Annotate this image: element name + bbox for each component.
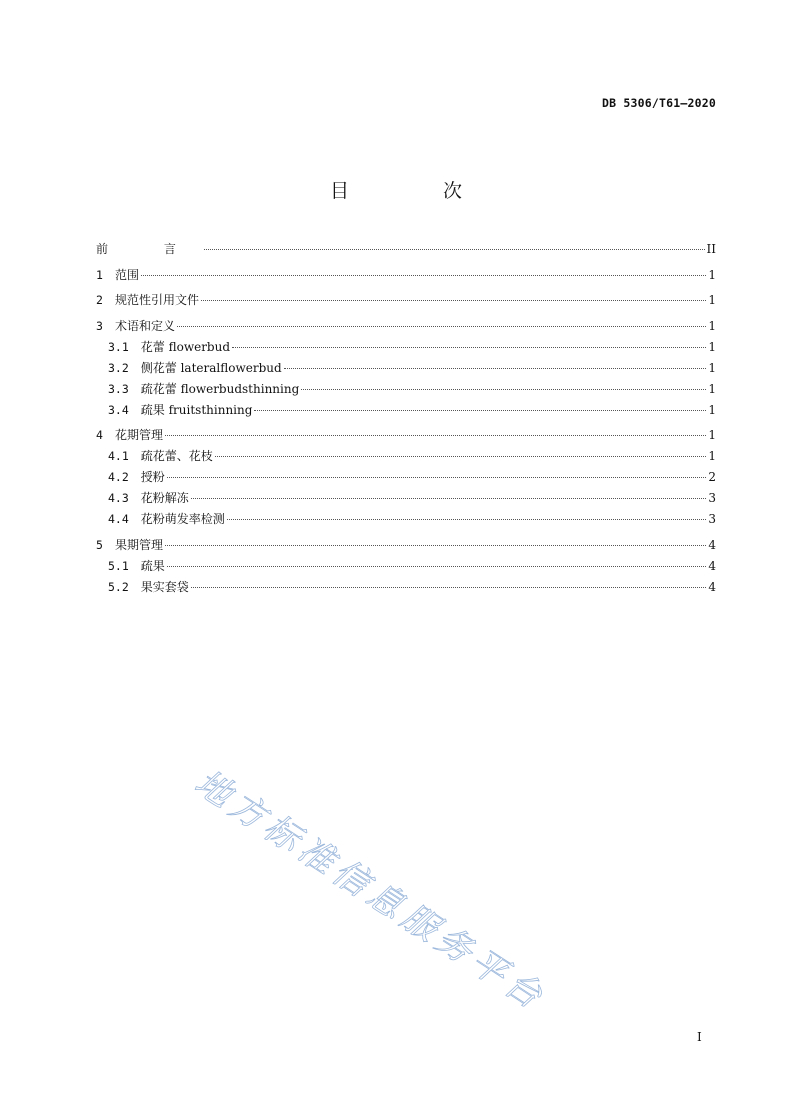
toc-entry-page: 1 — [708, 402, 716, 417]
toc-entry-page: 3 — [708, 491, 716, 505]
toc-entry-page: 1 — [708, 449, 716, 463]
toc-entry-title: 果实套袋 — [140, 579, 189, 594]
toc-entry-label — [96, 536, 163, 553]
toc-leader-dots — [301, 389, 706, 390]
toc-entry-label — [96, 266, 139, 283]
toc-entry-page: 1 — [708, 428, 716, 442]
toc-entry-page: 3 — [708, 512, 716, 526]
toc-leader-dots — [204, 249, 705, 250]
toc-entry-page: 1 — [708, 318, 716, 333]
toc-entry-title: 花粉解冻 — [140, 491, 189, 505]
toc-entry-title: 规范性引用文件 — [114, 293, 199, 307]
toc-leader-dots — [141, 275, 706, 276]
toc-entry-number: 3 — [96, 318, 103, 333]
toc-entry-title: 疏果 fruitsthinning — [140, 402, 253, 417]
toc-leader-dots — [167, 477, 707, 478]
toc-entry[interactable] — [96, 380, 716, 401]
toc-entry[interactable] — [96, 266, 716, 287]
toc-entry-title: 授粉 — [140, 470, 165, 484]
toc-entry-number: 4.3 — [108, 491, 129, 505]
toc-entry[interactable] — [96, 557, 716, 578]
toc-entry-label — [96, 291, 199, 308]
page-title: 目 次 — [329, 180, 507, 202]
toc-entry-number: 5.2 — [108, 579, 129, 594]
toc-entry-label — [96, 317, 175, 334]
toc-entry-label — [96, 426, 163, 443]
toc-leader-dots — [165, 545, 706, 546]
toc-entry[interactable] — [96, 510, 716, 531]
toc-entry[interactable] — [96, 489, 716, 510]
toc-entry-number: 5 — [96, 537, 103, 552]
toc-entry[interactable] — [96, 240, 716, 261]
toc-entry-label — [108, 447, 213, 464]
page-number: I — [697, 1030, 702, 1044]
toc-entry-page: 1 — [708, 293, 716, 307]
toc-entry[interactable] — [96, 401, 716, 422]
toc-entry-number: 3.3 — [108, 381, 129, 396]
toc-leader-dots — [165, 435, 706, 436]
toc-entry-label — [108, 468, 165, 485]
toc-entry-page: 4 — [708, 537, 716, 552]
toc-entry-title: 术语和定义 — [114, 318, 175, 333]
toc-entry-label — [108, 359, 282, 376]
toc-entry-title: 疏花蕾、花枝 — [140, 449, 213, 463]
toc-entry-page: 1 — [708, 360, 716, 375]
toc-entry-label — [108, 338, 230, 355]
document-code: DB 5306/T61—2020 — [602, 96, 716, 110]
toc-leader-dots — [191, 587, 707, 588]
toc-entry-label — [96, 240, 202, 257]
toc-entry-title: 疏花蕾 flowerbudsthinning — [140, 381, 300, 396]
toc-entry-number: 2 — [96, 293, 103, 307]
toc-entry-title: 侧花蕾 lateralflowerbud — [140, 360, 282, 375]
toc-entry-title: 疏果 — [140, 558, 165, 573]
toc-entry-page: 1 — [708, 381, 716, 396]
toc-leader-dots — [215, 456, 707, 457]
toc-entry-title: 果期管理 — [114, 537, 163, 552]
toc-entry-number: 5.1 — [108, 558, 129, 573]
toc-entry-title: 范围 — [114, 267, 139, 282]
toc-leader-dots — [167, 566, 707, 567]
toc-entry[interactable] — [96, 536, 716, 557]
toc-leader-dots — [254, 410, 706, 411]
toc-entry-number: 3.1 — [108, 339, 129, 354]
toc-entry[interactable] — [96, 468, 716, 489]
table-of-contents — [96, 240, 716, 599]
toc-entry[interactable] — [96, 317, 716, 338]
toc-entry-title: 花期管理 — [114, 428, 163, 442]
toc-entry-number: 3.2 — [108, 360, 129, 375]
toc-leader-dots — [191, 498, 707, 499]
toc-entry-label — [108, 380, 299, 397]
toc-entry-label — [108, 401, 252, 418]
toc-entry-label — [108, 489, 189, 506]
toc-entry[interactable] — [96, 359, 716, 380]
toc-entry-page: 1 — [708, 339, 716, 354]
toc-leader-dots — [201, 300, 706, 301]
toc-entry[interactable] — [96, 578, 716, 599]
toc-entry[interactable] — [96, 447, 716, 468]
toc-entry-label — [108, 557, 165, 574]
toc-entry-page: 2 — [708, 470, 716, 484]
toc-entry-number: 1 — [96, 267, 103, 282]
toc-entry-number: 4.2 — [108, 470, 129, 484]
toc-leader-dots — [227, 519, 707, 520]
toc-entry[interactable] — [96, 338, 716, 359]
toc-entry-label — [108, 578, 189, 595]
toc-entry-number: 3.4 — [108, 402, 129, 417]
toc-entry[interactable] — [96, 291, 716, 312]
toc-entry-title: 花蕾 flowerbud — [140, 339, 231, 354]
toc-entry-number: 4.1 — [108, 449, 129, 463]
toc-leader-dots — [177, 326, 706, 327]
toc-entry-label — [108, 510, 225, 527]
toc-leader-dots — [232, 347, 706, 348]
toc-entry-page: II — [706, 242, 716, 256]
toc-entry-page: 4 — [708, 558, 716, 573]
toc-entry-title: 花粉萌发率检测 — [140, 512, 225, 526]
toc-entry-title: 前 言 — [96, 242, 202, 256]
toc-entry-number: 4 — [96, 428, 103, 442]
toc-entry[interactable] — [96, 426, 716, 447]
toc-entry-number: 4.4 — [108, 512, 129, 526]
toc-entry-page: 4 — [708, 579, 716, 594]
toc-entry-page: 1 — [708, 267, 716, 282]
toc-leader-dots — [284, 368, 707, 369]
watermark: 地方标准信息服务平台 — [187, 762, 554, 1020]
